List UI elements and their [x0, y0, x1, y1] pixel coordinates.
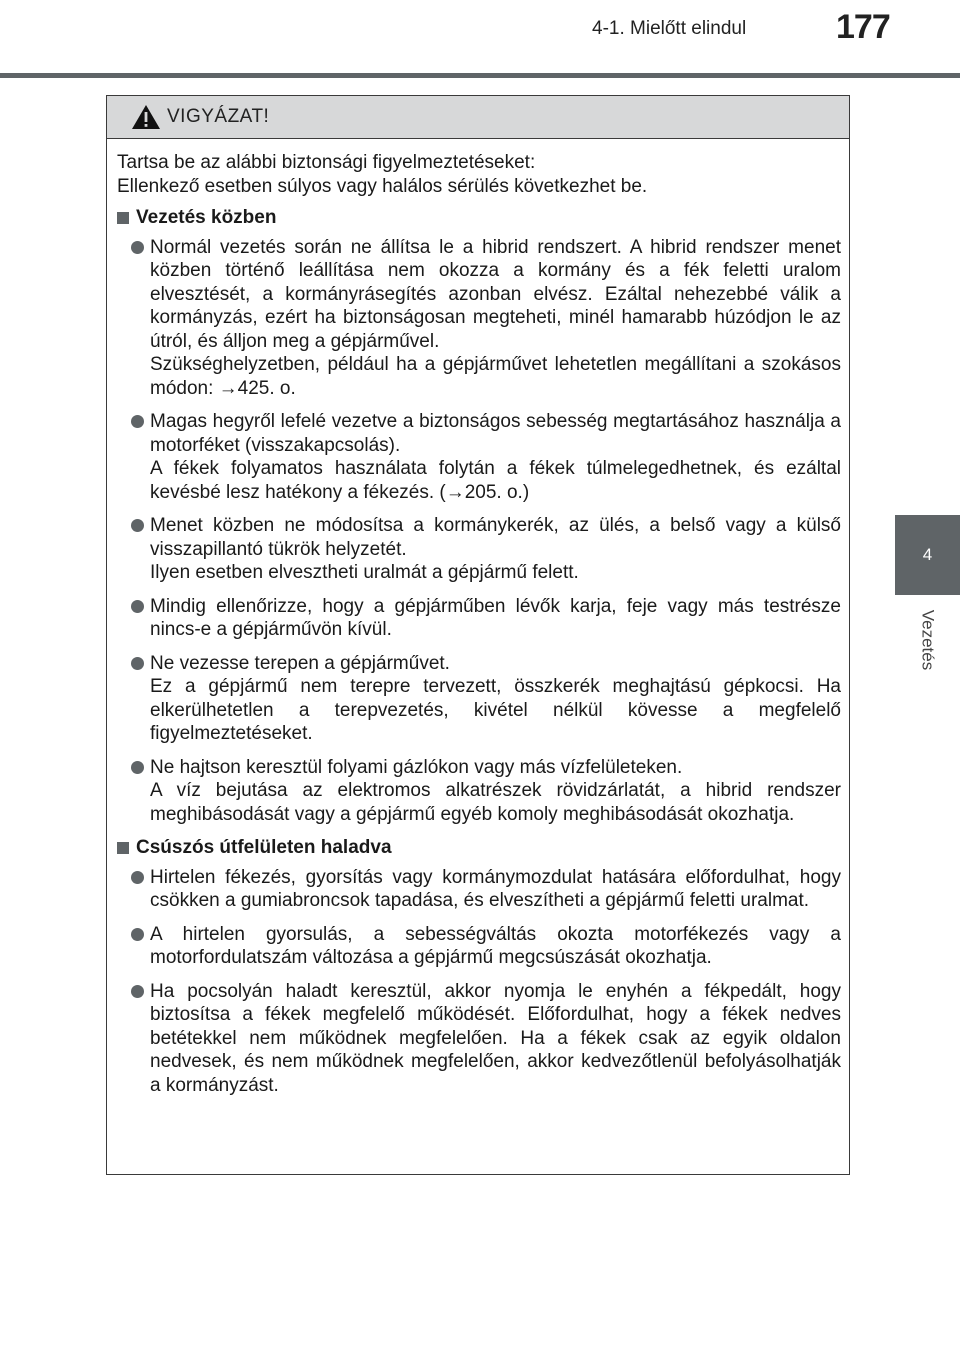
warning-box: [106, 95, 850, 1175]
section-title: 4-1. Mielőtt elindul: [592, 18, 747, 39]
bullet-paragraph: Ilyen esetben elvesztheti uralmát a gépjármű felett.: [150, 562, 579, 583]
bullet-paragraph: Szükséghelyzetben, például ha a gépjárművet lehetetlen megállítani a szokásos módon: →425. o.: [150, 354, 841, 399]
section-heading: [117, 836, 841, 860]
chapter-label-container: [895, 600, 960, 680]
bullet-text: [150, 756, 841, 827]
bullet-item: [131, 866, 841, 913]
section-heading: [117, 206, 841, 230]
bullet-paragraph: A víz bejutása az elektromos alkatrészek rövidzárlatát, a hibrid rendszer meghibásodását vagy a gépjármű egyéb komoly meghibásodását okozhatja.: [150, 780, 841, 825]
bullet-item: [131, 410, 841, 504]
bullet-text: [150, 595, 841, 642]
warning-header: [107, 96, 849, 139]
bullet-paragraph: A hirtelen gyorsulás, a sebességváltás okozta motorfékezés vagy a motorfordulatszám változása a gépjármű megcsúszását okozhatja.: [150, 923, 841, 968]
bullet-item: [131, 236, 841, 401]
header-divider: [0, 73, 960, 78]
bullet-paragraph: Ne vezesse terepen a gépjárművet.: [150, 652, 450, 674]
section-heading-text: Vezetés közben: [136, 207, 277, 228]
warning-intro: [117, 151, 841, 198]
bullet-dot-icon: [131, 600, 144, 613]
intro-line: Tartsa be az alábbi biztonsági figyelmeztetéseket:: [117, 152, 536, 173]
bullet-dot-icon: [131, 415, 144, 428]
bullet-text: [150, 980, 841, 1098]
section-square-icon: [117, 212, 129, 224]
bullet-paragraph: A fékek folyamatos használata folytán a fékek túlmelegedhetnek, és ezáltal kevésbé lesz hatékony a fékezés. (→205. o.): [150, 458, 841, 503]
chapter-number: 4: [922, 545, 933, 564]
bullet-paragraph: Ez a gépjármű nem terepre tervezett, összkerék meghajtású gépkocsi. Ha elkerülhetetlen a terepvezetés, kivétel nélkül kövesse a megfelelő figyelmeztetéseket.: [150, 676, 841, 744]
bullet-text: [150, 236, 841, 401]
bullet-item: [131, 652, 841, 746]
bullet-dot-icon: [131, 519, 144, 532]
bullet-dot-icon: [131, 761, 144, 774]
bullet-paragraph: Magas hegyről lefelé vezetve a biztonságos sebesség megtartásához használja a motorféket (visszakapcsolás).: [150, 411, 841, 456]
bullet-dot-icon: [131, 241, 144, 254]
page-number: 177: [836, 8, 890, 46]
bullet-text: [150, 652, 841, 746]
bullet-paragraph: Mindig ellenőrizze, hogy a gépjárműben lévők karja, feje vagy más testrésze nincs-e a gépjárművön kívül.: [150, 595, 841, 640]
bullet-paragraph: Hirtelen fékezés, gyorsítás vagy kormánymozdulat hatására előfordulhat, hogy csökken a gumiabroncsok tapadása, és elveszítheti a gépjármű feletti uralmat.: [150, 866, 841, 911]
bullet-item: [131, 980, 841, 1098]
intro-line: Ellenkező esetben súlyos vagy halálos sérülés következhet be.: [117, 175, 648, 197]
bullet-paragraph: Menet közben ne módosítsa a kormánykerék, az ülés, a belső vagy a külső visszapillantó tükrök helyzetét.: [150, 515, 841, 560]
warning-body: [107, 139, 849, 1097]
warning-triangle-icon: [131, 104, 161, 130]
bullet-dot-icon: [131, 871, 144, 884]
section-square-icon: [117, 842, 129, 854]
bullet-paragraph: Ne hajtson keresztül folyami gázlókon vagy más vízfelületeken.: [150, 756, 683, 778]
bullet-item: [131, 923, 841, 970]
warning-title: VIGYÁZAT!: [167, 106, 270, 127]
bullet-paragraph: Normál vezetés során ne állítsa le a hibrid rendszert. A hibrid rendszer menet közben történő leállítása nem okozza a kormány és a fék feletti uralom elvesztését, a kormányrásegítés azonban elvész. Ezáltal nehezebbé válik a kormányzás, ezért ha biztonságosan megteheti, minél hamarabb húzódjon le az útról, és álljon meg a gépjárművel.: [150, 236, 841, 352]
bullet-text: [150, 514, 841, 585]
bullet-item: [131, 595, 841, 642]
bullet-item: [131, 756, 841, 827]
chapter-label: Vezetés: [918, 609, 938, 671]
bullet-text: [150, 866, 841, 913]
bullet-dot-icon: [131, 985, 144, 998]
bullet-paragraph: Ha pocsolyán haladt keresztül, akkor nyomja le enyhén a fékpedált, hogy biztosítsa a fékek megfelelő működését. Előfordulhat, hogy a fékek nedves betétekkel nem működnek megfelelően. Ha a fékek csak az egyik oldalon nedvesek, és nem működnek megfelelően, akkor kedvezőtlenül befolyásolhatják a kormányzást.: [150, 980, 841, 1096]
chapter-tab: [895, 515, 960, 595]
bullet-dot-icon: [131, 928, 144, 941]
bullet-text: [150, 410, 841, 504]
bullet-text: [150, 923, 841, 970]
bullet-item: [131, 514, 841, 585]
section-heading-text: Csúszós útfelületen haladva: [136, 837, 392, 858]
bullet-dot-icon: [131, 657, 144, 670]
